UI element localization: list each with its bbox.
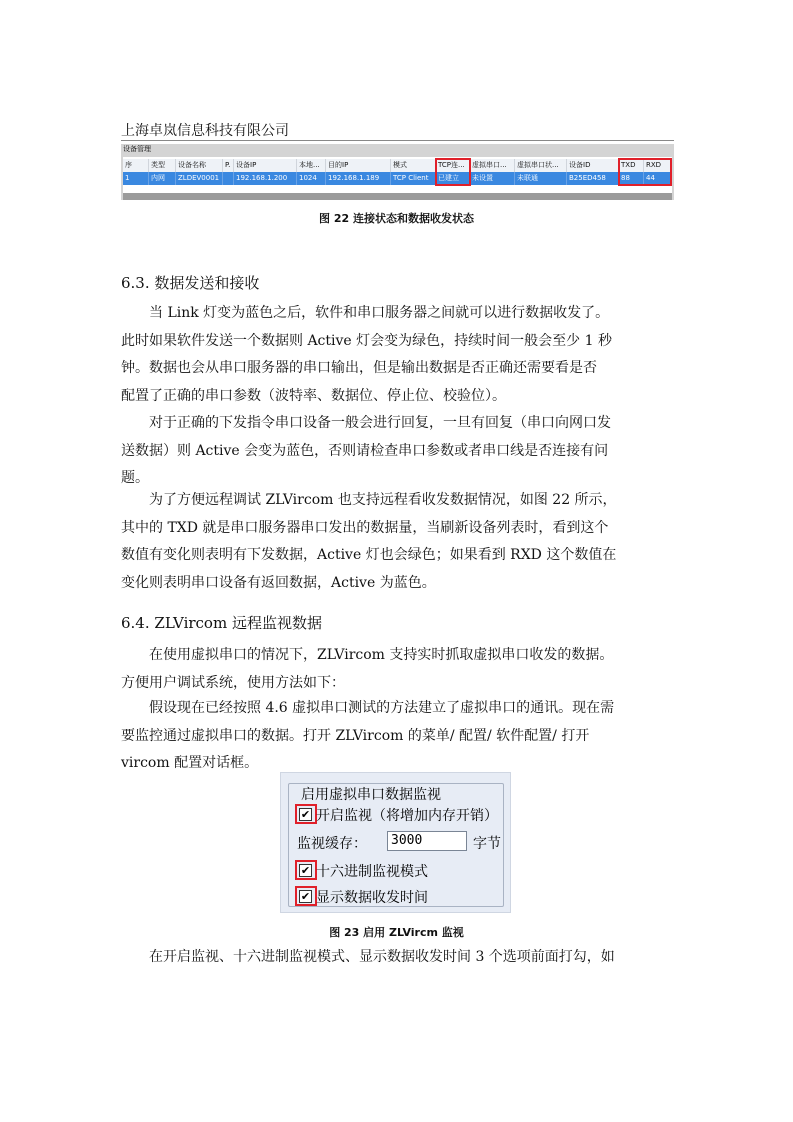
text-line: 钟。数据也会从串口服务器的串口输出，但是输出数据是否正确还需要看是否 xyxy=(121,360,597,377)
enable-monitor-label[interactable]: 开启监视（将增加内存开销） xyxy=(316,808,498,824)
col-header[interactable]: 模式 xyxy=(391,159,436,172)
table-cell: ZLDEV0001 xyxy=(176,172,223,185)
table-cell: 1024 xyxy=(297,172,326,185)
checkbox-highlight xyxy=(295,804,317,824)
table-row[interactable] xyxy=(123,172,672,185)
col-header[interactable]: RXD xyxy=(644,159,672,172)
table-cell: 内网 xyxy=(149,172,176,185)
checkbox-highlight xyxy=(295,886,317,906)
section-6-3-title: 6.3. 数据发送和接收 xyxy=(121,274,260,292)
col-header[interactable]: TXD xyxy=(619,159,644,172)
table-header-row xyxy=(123,159,672,173)
text-line: 变化则表明串口设备有返回数据，Active 为蓝色。 xyxy=(121,574,436,591)
checkbox-highlight xyxy=(295,860,317,880)
text-line: 在开启监视、十六进制监视模式、显示数据收发时间 3 个选项前面打勾，如 xyxy=(149,949,615,965)
device-manager-window xyxy=(121,144,674,200)
col-header[interactable]: 虚拟串口... xyxy=(470,159,515,172)
company-header: 上海卓岚信息科技有限公司 xyxy=(121,123,289,139)
col-header[interactable]: 类型 xyxy=(149,159,176,172)
table-cell: 已建立 xyxy=(436,172,470,185)
device-table xyxy=(123,157,672,193)
text-line: 题。 xyxy=(121,470,149,487)
text-line: vircom 配置对话框。 xyxy=(121,755,259,772)
col-header[interactable]: 设备名称 xyxy=(176,159,223,172)
figure-22-caption: 图 22 连接状态和数据收发状态 xyxy=(319,212,474,225)
table-cell: B25ED458 xyxy=(567,172,619,185)
col-header[interactable]: 本地... xyxy=(297,159,326,172)
table-cell: 未设置 xyxy=(470,172,515,185)
txd-rxd-highlight xyxy=(618,158,672,186)
text-line: 当 Link 灯变为蓝色之后，软件和串口服务器之间就可以进行数据收发了。 xyxy=(149,305,610,321)
text-line: 送数据）则 Active 会变为蓝色，否则请检查串口参数或者串口线是否连接有问 xyxy=(121,442,609,459)
table-cell: 44 xyxy=(644,172,672,185)
header-rule xyxy=(121,140,674,141)
section-6-4-title: 6.4. ZLVircom 远程监视数据 xyxy=(121,614,322,632)
text-line: 此时如果软件发送一个数据则 Active 灯会变为绿色，持续时间一般会至少 1 秒 xyxy=(121,332,612,349)
col-header[interactable]: TCP连... xyxy=(436,159,470,172)
table-cell xyxy=(223,172,234,185)
table-cell: 未联通 xyxy=(515,172,567,185)
monitor-settings-dialog xyxy=(280,772,511,913)
text-line: 配置了正确的串口参数（波特率、数据位、停止位、校验位）。 xyxy=(121,387,506,404)
text-line: 假设现在已经按照 4.6 虚拟串口测试的方法建立了虚拟串口的通讯。现在需 xyxy=(149,700,615,716)
col-header[interactable]: 设备ID xyxy=(567,159,619,172)
text-line: 方便用户调试系统，使用方法如下： xyxy=(121,674,345,691)
device-manager-title: 设备管理 xyxy=(123,145,151,153)
table-cell: TCP Client xyxy=(391,172,436,185)
col-header[interactable]: 设备IP xyxy=(234,159,297,172)
text-line: 为了方便远程调试 ZLVircom 也支持远程看收发数据情况，如图 22 所示， xyxy=(149,492,617,508)
enable-monitor-checkbox[interactable]: ✔ xyxy=(300,808,311,821)
buffer-label: 监视缓存： xyxy=(297,836,367,852)
buffer-size-input[interactable]: 3000 xyxy=(387,831,467,851)
hex-mode-checkbox[interactable]: ✔ xyxy=(300,864,311,877)
paragraph xyxy=(121,642,674,697)
table-cell: 1 xyxy=(123,172,149,185)
text-line: 在使用虚拟串口的情况下，ZLVircom 支持实时抓取虚拟串口收发的数据。 xyxy=(149,647,614,663)
col-header[interactable]: 目的IP xyxy=(326,159,391,172)
text-line: 要监控通过虚拟串口的数据。打开 ZLVircom 的菜单/ 配置/ 软件配置/ 打开 xyxy=(121,727,590,744)
monitor-group-box xyxy=(288,783,504,907)
text-line: 其中的 TXD 就是串口服务器串口发出的数据量，当刷新设备列表时，看到这个 xyxy=(121,519,609,536)
table-cell: 192.168.1.189 xyxy=(326,172,391,185)
table-cell: 88 xyxy=(619,172,644,185)
buffer-unit-label: 字节 xyxy=(473,836,501,852)
paragraph xyxy=(121,487,674,597)
table-cell: 192.168.1.200 xyxy=(234,172,297,185)
figure-23-caption: 图 23 启用 ZLVircm 监视 xyxy=(329,926,464,939)
hex-mode-label[interactable]: 十六进制监视模式 xyxy=(316,864,428,880)
col-header[interactable]: P. xyxy=(223,159,234,172)
tcp-status-highlight xyxy=(435,158,471,186)
show-time-checkbox[interactable]: ✔ xyxy=(300,890,311,903)
text-line: 对于正确的下发指令串口设备一般会进行回复，一旦有回复（串口向网口发 xyxy=(149,415,611,431)
group-title: 启用虚拟串口数据监视 xyxy=(299,784,443,804)
text-line: 数值有变化则表明有下发数据，Active 灯也会绿色；如果看到 RXD 这个数值在 xyxy=(121,547,617,564)
paragraph xyxy=(121,695,674,778)
table-scroll-area[interactable] xyxy=(123,193,672,200)
show-time-label[interactable]: 显示数据收发时间 xyxy=(316,890,428,906)
paragraph xyxy=(121,410,674,493)
paragraph xyxy=(121,300,674,410)
col-header[interactable]: 虚拟串口状... xyxy=(515,159,567,172)
col-header[interactable]: 序 xyxy=(123,159,149,172)
paragraph xyxy=(121,944,674,972)
